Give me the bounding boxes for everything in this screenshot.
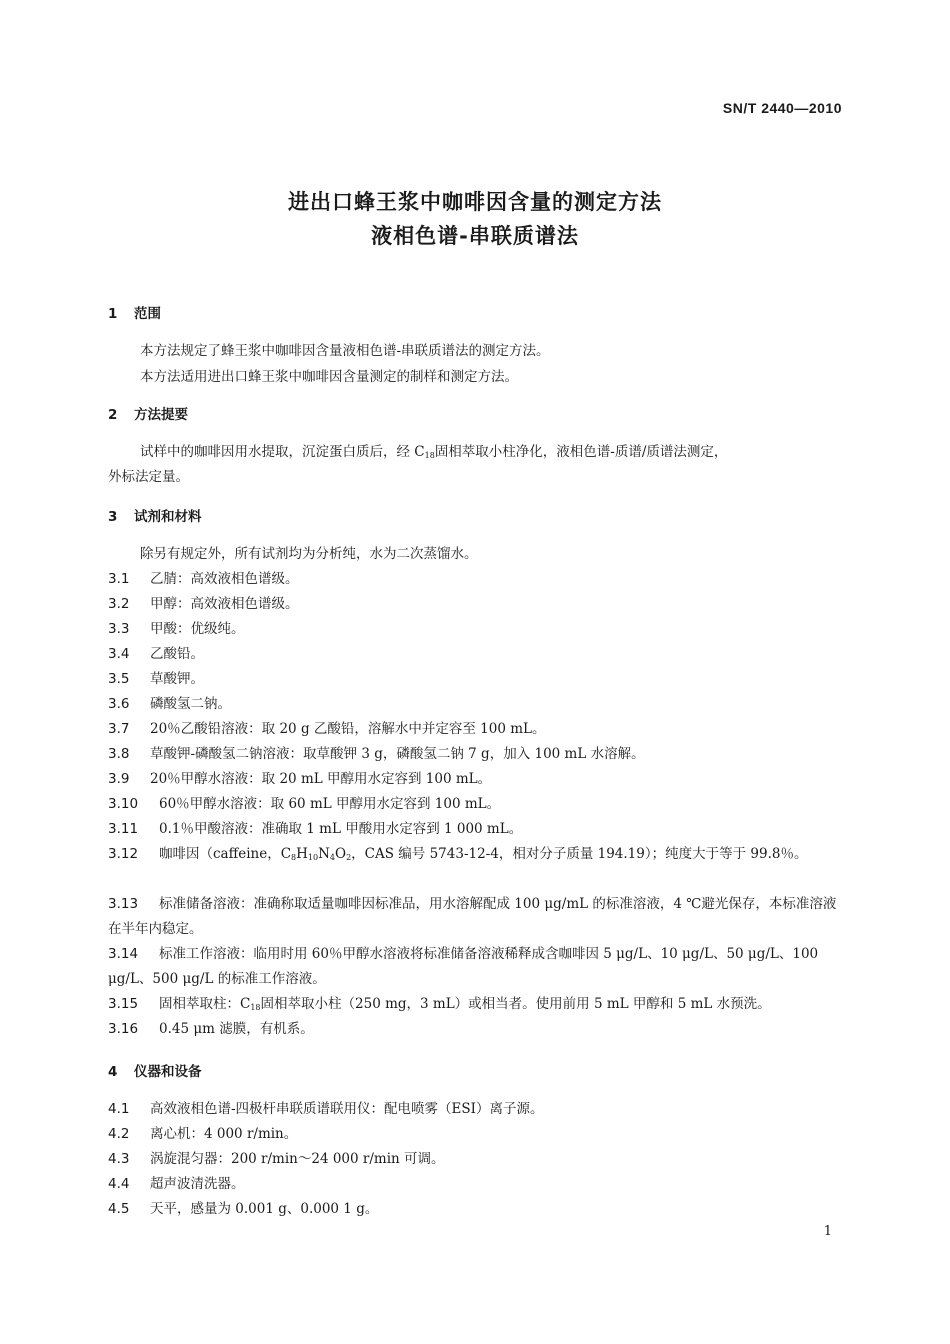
- section-2-heading: [108, 403, 188, 423]
- item-text: 20％乙酸铅溶液：取 20 g 乙酸铅，溶解水中并定容至 100 mL。: [150, 721, 546, 737]
- list-item: [108, 792, 500, 812]
- item-number: 3.10: [108, 796, 139, 812]
- paragraph: 本方法规定了蜂王浆中咖啡因含量液相色谱-串联质谱法的测定方法。: [140, 343, 550, 359]
- item-number: 3.16: [108, 1021, 139, 1037]
- section-4-heading: [108, 1060, 202, 1080]
- item-number: 3.4: [108, 646, 130, 662]
- list-item: [108, 717, 546, 737]
- item-number: 4.1: [108, 1101, 130, 1117]
- item-number: 3.5: [108, 671, 130, 687]
- text-run: 固相萃取小柱净化，液相色谱-质谱/质谱法测定，: [434, 444, 728, 460]
- list-item: [108, 842, 843, 870]
- item-text: 磷酸氢二钠。: [150, 696, 231, 712]
- item-text: 甲醇：高效液相色谱级。: [150, 596, 299, 612]
- item-number: 3.11: [108, 821, 139, 837]
- list-item: [108, 667, 204, 687]
- text-run: 固相萃取小柱（250 mg，3 mL）或相当者。使用前用 5 mL 甲醇和 5 mL 水预洗。: [260, 996, 771, 1012]
- item-number: 3.12: [108, 846, 139, 862]
- item-text: 乙腈：高效液相色谱级。: [150, 571, 299, 587]
- section-3-heading: [108, 505, 202, 525]
- subscript: 18: [424, 451, 435, 460]
- item-number: 3.1: [108, 571, 130, 587]
- item-number: 3.14: [108, 946, 139, 962]
- item-text: 高效液相色谱-四极杆串联质谱联用仪：配电喷雾（ESI）离子源。: [150, 1101, 544, 1117]
- section-title: 方法提要: [134, 407, 188, 423]
- item-number: 4.2: [108, 1126, 130, 1142]
- item-text: 60％甲醇水溶液：取 60 mL 甲醇用水定容到 100 mL。: [159, 796, 501, 812]
- item-number: 4.4: [108, 1176, 130, 1192]
- list-item: [108, 617, 245, 637]
- text-run: ，CAS 编号 5743-12-4，相对分子质量 194.19）；纯度大于等于 99.8％。: [351, 846, 808, 862]
- item-text: 草酸钾-磷酸氢二钠溶液：取草酸钾 3 g，磷酸氢二钠 7 g，加入 100 mL 水溶解。: [150, 746, 645, 762]
- item-text: 乙酸铅。: [150, 646, 204, 662]
- paragraph: [140, 440, 727, 460]
- document-title: 进出口蜂王浆中咖啡因含量的测定方法: [288, 190, 662, 214]
- list-item: [108, 1172, 245, 1192]
- item-number: 3.2: [108, 596, 130, 612]
- item-text: 20％甲醇水溶液：取 20 mL 甲醇用水定容到 100 mL。: [150, 771, 492, 787]
- list-item: [108, 817, 522, 837]
- text-run: N: [318, 846, 330, 862]
- item-number: 3.7: [108, 721, 130, 737]
- item-number: 3.15: [108, 996, 139, 1012]
- item-number: 3.13: [108, 896, 139, 912]
- list-item: [108, 1017, 314, 1037]
- list-item: [108, 1122, 297, 1142]
- list-item: [108, 1147, 445, 1167]
- section-title: 试剂和材料: [134, 509, 202, 525]
- list-item: [108, 767, 491, 787]
- text-run: H: [296, 846, 308, 862]
- list-item: [108, 692, 231, 712]
- subscript: 10: [307, 853, 319, 862]
- item-text: 标准工作溶液：临用时用 60％甲醇水溶液将标准储备溶液稀释成含咖啡因 5 μg/L、10 μg/L、50 μg/L、100 μg/L、500 μg/L 的标准工作溶液。: [108, 946, 819, 987]
- section-number: 3: [108, 509, 118, 525]
- item-text: 0.45 μm 滤膜，有机系。: [159, 1021, 314, 1037]
- item-number: 3.3: [108, 621, 130, 637]
- paragraph: 除另有规定外，所有试剂均为分析纯，水为二次蒸馏水。: [140, 546, 478, 562]
- subscript: 18: [250, 1003, 261, 1012]
- standard-number: SN/T 2440—2010: [722, 100, 842, 116]
- subscript: 2: [346, 853, 352, 862]
- list-item: [108, 1097, 544, 1117]
- item-number: 3.9: [108, 771, 130, 787]
- text-run: 咖啡因（caffeine，C: [159, 846, 292, 862]
- text-run: O: [335, 846, 347, 862]
- item-text: 天平，感量为 0.001 g、0.000 1 g。: [150, 1201, 379, 1217]
- section-number: 2: [108, 407, 118, 423]
- subscript: 4: [329, 853, 335, 862]
- item-text: 草酸钾。: [150, 671, 204, 687]
- list-item: [108, 742, 645, 762]
- section-title: 仪器和设备: [134, 1064, 202, 1080]
- list-item: [108, 642, 204, 662]
- paragraph: 本方法适用进出口蜂王浆中咖啡因含量测定的制样和测定方法。: [140, 369, 518, 385]
- item-number: 3.6: [108, 696, 130, 712]
- paragraph-continuation: 外标法定量。: [108, 469, 189, 485]
- subscript: 8: [291, 853, 297, 862]
- item-text: 涡旋混匀器：200 r/min～24 000 r/min 可调。: [150, 1151, 445, 1167]
- list-item: [108, 942, 843, 992]
- section-title: 范围: [134, 306, 161, 322]
- item-text: 超声波清洗器。: [150, 1176, 245, 1192]
- text-run: 试样中的咖啡因用水提取，沉淀蛋白质后，经 C: [140, 444, 425, 460]
- section-number: 4: [108, 1064, 118, 1080]
- text-run: 固相萃取柱：C: [159, 996, 251, 1012]
- item-text: 甲酸：优级纯。: [150, 621, 245, 637]
- list-item: [108, 1197, 378, 1217]
- page-number: 1: [823, 1224, 832, 1239]
- item-number: 4.5: [108, 1201, 130, 1217]
- item-text: 0.1％甲酸溶液：准确取 1 mL 甲酸用水定容到 1 000 mL。: [159, 821, 523, 837]
- list-item: [108, 892, 843, 942]
- item-number: 4.3: [108, 1151, 130, 1167]
- item-text: 标准储备溶液：准确称取适量咖啡因标准品，用水溶解配成 100 μg/mL 的标准溶液，4 ℃避光保存，本标准溶液在半年内稳定。: [108, 896, 837, 937]
- list-item: [108, 992, 771, 1012]
- item-number: 3.8: [108, 746, 130, 762]
- item-text: 离心机：4 000 r/min。: [150, 1126, 298, 1142]
- list-item: [108, 567, 299, 587]
- list-item: [108, 592, 299, 612]
- section-1-heading: [108, 302, 161, 322]
- document-subtitle: 液相色谱-串联质谱法: [371, 224, 579, 248]
- section-number: 1: [108, 306, 118, 322]
